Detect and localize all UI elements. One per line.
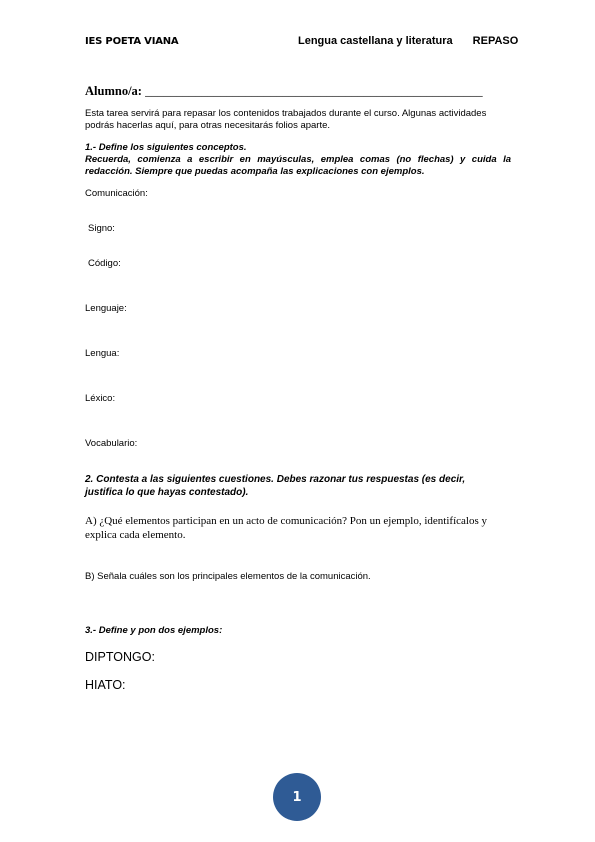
q3-title: 3.- Define y pon dos ejemplos:: [85, 625, 223, 636]
term-comunicacion: Comunicación:: [85, 188, 148, 199]
student-name-blank: ______________________________________________________: [145, 84, 483, 98]
term-lexico: Léxico:: [85, 393, 116, 404]
q2-question-a: A) ¿Qué elementos participan en un acto de comunicación? Pon un ejemplo, identifícalos y explica cada elemento.: [85, 515, 487, 541]
student-label: Alumno/a:: [85, 84, 142, 98]
term-lenguaje: Lenguaje:: [85, 303, 127, 314]
q2-title: 2. Contesta a las siguientes cuestiones. Debes razonar tus respuestas (es decir, justifica lo que hayas contestado).: [85, 474, 466, 498]
term-codigo: Código:: [88, 258, 121, 269]
subject-title: Lengua castellana y literatura: [298, 35, 453, 47]
q3-item-diptongo: DIPTONGO:: [85, 650, 155, 664]
q2-question-b: B) Señala cuáles son los principales elementos de la comunicación.: [85, 571, 371, 582]
page-number: 1: [292, 789, 302, 805]
q3-item-hiato: HIATO:: [85, 678, 126, 692]
term-lengua: Lengua:: [85, 348, 120, 359]
student-name-line: [85, 84, 483, 99]
intro-text: Esta tarea servirá para repasar los contenidos trabajados durante el curso. Algunas actividades podrás hacerlas aquí, para otras necesitarás folios aparte.: [85, 108, 487, 131]
term-signo: Signo:: [88, 223, 115, 234]
section-label: REPASO: [472, 35, 519, 47]
q1-instructions: Recuerda, comienza a escribir en mayúsculas, emplea comas (no flechas) y cuida la redacción. Siempre que puedas acompaña las explicaciones con ejemplos.: [85, 154, 511, 177]
term-vocabulario: Vocabulario:: [85, 438, 138, 449]
page-number-badge: [273, 773, 321, 821]
school-name: IES POETA VIANA: [85, 36, 179, 47]
subject-header: [298, 35, 518, 47]
q1-title: 1.- Define los siguientes conceptos.: [85, 142, 247, 153]
